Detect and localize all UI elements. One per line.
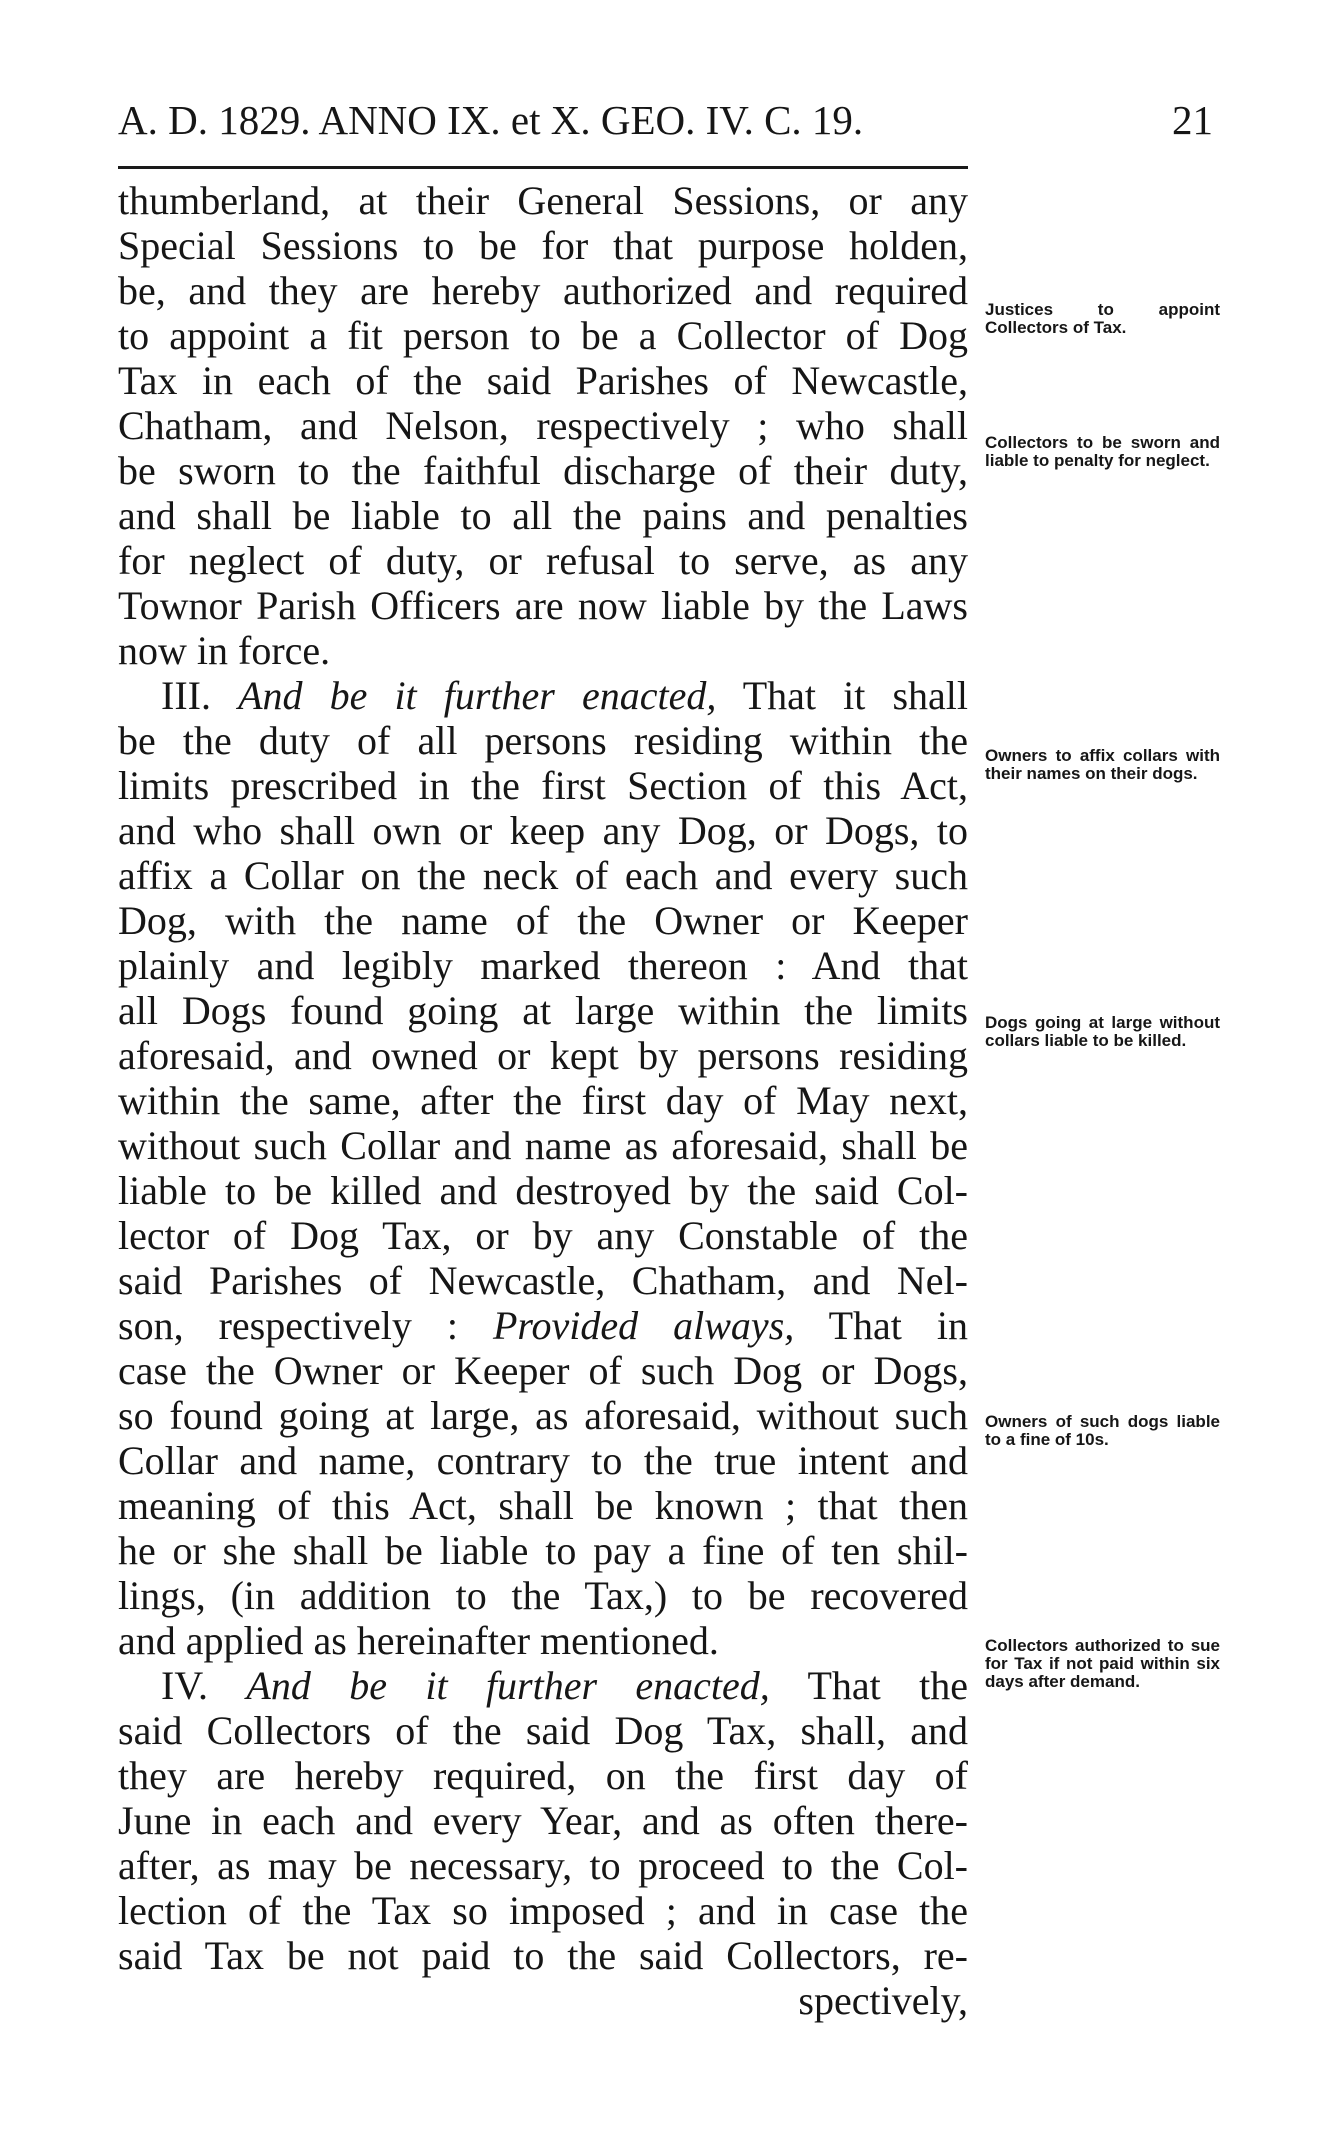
text-line: and applied as hereinafter mentioned. — [118, 1618, 719, 1663]
text-line: he or she shall be liable to pay a fine of ten shil- — [118, 1528, 968, 1573]
italic-phrase: Provided always, — [492, 1303, 795, 1348]
text-line: Chatham, and Nelson, respectively ; who shall — [118, 403, 968, 448]
text-line: limits prescribed in the first Section of this Act, — [118, 763, 968, 808]
page-number: 21 — [1172, 97, 1213, 143]
text-line: and shall be liable to all the pains and penalties — [118, 493, 968, 538]
text-line: Tax in each of the said Parishes of Newcastle, — [118, 358, 968, 403]
text-line: said Collectors of the said Dog Tax, shall, and — [118, 1708, 968, 1753]
main-text — [118, 178, 968, 2023]
text-line: Townor Parish Officers are now liable by the Laws — [118, 583, 968, 628]
text-line: said Tax be not paid to the said Collectors, re- — [118, 1933, 968, 1978]
text-line: without such Collar and name as aforesaid, shall be — [118, 1123, 968, 1168]
text-line: they are hereby required, on the first day of — [118, 1753, 968, 1798]
text-line: all Dogs found going at large within the limits — [118, 988, 968, 1033]
text-line: affix a Collar on the neck of each and every such — [118, 853, 968, 898]
running-header — [118, 96, 1213, 156]
text-line — [118, 1303, 968, 1348]
text-line: Special Sessions to be for that purpose holden, — [118, 223, 968, 268]
text-line: plainly and legibly marked thereon : And that — [118, 943, 968, 988]
text-line: be sworn to the faithful discharge of their duty, — [118, 448, 968, 493]
text-line: be, and they are hereby authorized and required — [118, 268, 968, 313]
text-line: within the same, after the first day of May next, — [118, 1078, 968, 1123]
line-segment: III. — [161, 673, 239, 718]
line-segment: son, respectively : — [118, 1303, 493, 1348]
text-line: June in each and every Year, and as often there- — [118, 1798, 968, 1843]
text-line: Dog, with the name of the Owner or Keeper — [118, 898, 968, 943]
marginal-note: Owners of such dogs liable to a fine of 10s. — [985, 1412, 1220, 1449]
marginal-note: Owners to affix collars with their names on their dogs. — [985, 746, 1220, 783]
text-line: lection of the Tax so imposed ; and in case the — [118, 1888, 968, 1933]
text-line: for neglect of duty, or refusal to serve, as any — [118, 538, 968, 583]
text-line: be the duty of all persons residing within the — [118, 718, 968, 763]
italic-phrase: And be it further enacted, — [238, 673, 717, 718]
text-line: spectively, — [798, 1978, 968, 2023]
text-line: meaning of this Act, shall be known ; that then — [118, 1483, 968, 1528]
text-line: Collar and name, contrary to the true intent and — [118, 1438, 968, 1483]
text-line: said Parishes of Newcastle, Chatham, and Nel- — [118, 1258, 968, 1303]
line-segment: IV. — [161, 1663, 247, 1708]
text-line: and who shall own or keep any Dog, or Dogs, to — [118, 808, 968, 853]
text-line: lector of Dog Tax, or by any Constable of the — [118, 1213, 968, 1258]
line-segment: That the — [769, 1663, 968, 1708]
italic-phrase: And be it further enacted, — [246, 1663, 770, 1708]
marginal-note: Collectors authorized to sue for Tax if not paid within six days after demand. — [985, 1636, 1220, 1691]
text-line: liable to be killed and destroyed by the said Col- — [118, 1168, 968, 1213]
text-line: case the Owner or Keeper of such Dog or Dogs, — [118, 1348, 968, 1393]
line-segment: That in — [794, 1303, 968, 1348]
header-title: A. D. 1829. ANNO IX. et X. GEO. IV. C. 19. — [118, 97, 864, 143]
text-line: to appoint a fit person to be a Collector of Dog — [118, 313, 968, 358]
text-line — [118, 673, 968, 718]
text-line: so found going at large, as aforesaid, without such — [118, 1393, 968, 1438]
line-segment: That it shall — [716, 673, 968, 718]
marginal-note: Dogs going at large without collars liable to be killed. — [985, 1013, 1220, 1050]
text-line — [118, 1663, 968, 1708]
header-rule — [118, 166, 968, 169]
text-line: lings, (in addition to the Tax,) to be recovered — [118, 1573, 968, 1618]
text-line: thumberland, at their General Sessions, or any — [118, 178, 968, 223]
marginal-note: Justices to appoint Collectors of Tax. — [985, 300, 1220, 337]
text-line: now in force. — [118, 628, 331, 673]
text-line: aforesaid, and owned or kept by persons residing — [118, 1033, 968, 1078]
marginal-note: Collectors to be sworn and liable to penalty for neglect. — [985, 433, 1220, 470]
text-line: after, as may be necessary, to proceed to the Col- — [118, 1843, 968, 1888]
